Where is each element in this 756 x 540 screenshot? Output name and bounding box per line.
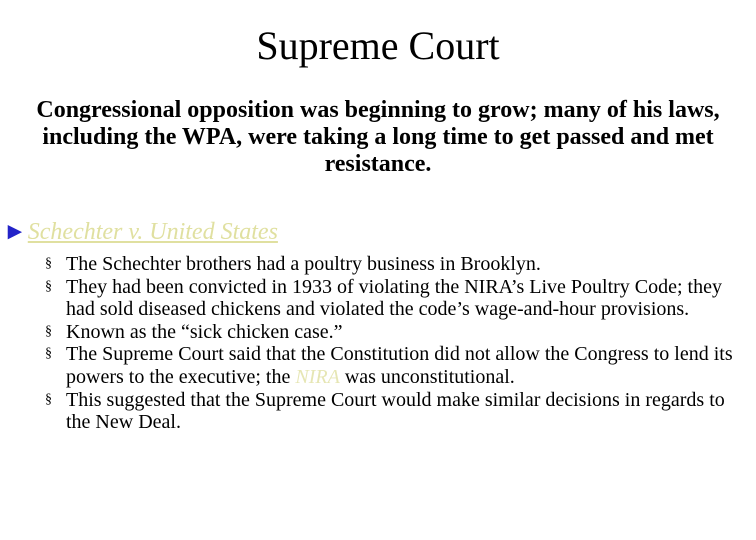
bullet-text-part: was unconstitutional.: [339, 365, 515, 388]
case-link[interactable]: Schechter v. United States: [27, 219, 278, 245]
bullet-text: This suggested that the Supreme Court would make similar decisions in regards to the New Deal.: [66, 388, 725, 434]
nira-highlight: NIRA: [295, 365, 340, 388]
bullet-text-part: The Supreme Court said that the Constitution did not allow the Congress to lend its powers to the executive; the: [66, 343, 733, 388]
list-item: [45, 389, 750, 434]
section-bullet-icon: §: [45, 346, 52, 362]
list-item: [45, 321, 750, 344]
bullet-list: [45, 253, 750, 434]
section-bullet-icon: §: [45, 278, 52, 294]
intro-paragraph: Congressional opposition was beginning to grow; many of his laws, including the WPA, were taking a long time to get passed and met resistance.: [36, 97, 720, 177]
section-bullet-icon: §: [45, 256, 52, 271]
section-bullet-icon: §: [45, 391, 52, 407]
slide-title: Supreme Court: [256, 23, 500, 68]
list-item: [45, 253, 750, 276]
list-item: [45, 276, 750, 321]
bullet-text: Known as the “sick chicken case.”: [66, 320, 343, 343]
bullet-text: They had been convicted in 1933 of violating the NIRA’s Live Poultry Code; they had sold diseased chickens and violated the code’s wage-and-hour provisions.: [66, 275, 722, 321]
list-item: [45, 343, 750, 388]
triangle-bullet-icon: ►: [3, 219, 27, 245]
bullet-text: [66, 343, 733, 388]
case-heading: [3, 217, 278, 247]
section-bullet-icon: §: [45, 323, 52, 339]
bullet-text: The Schechter brothers had a poultry business in Brooklyn.: [66, 253, 541, 275]
